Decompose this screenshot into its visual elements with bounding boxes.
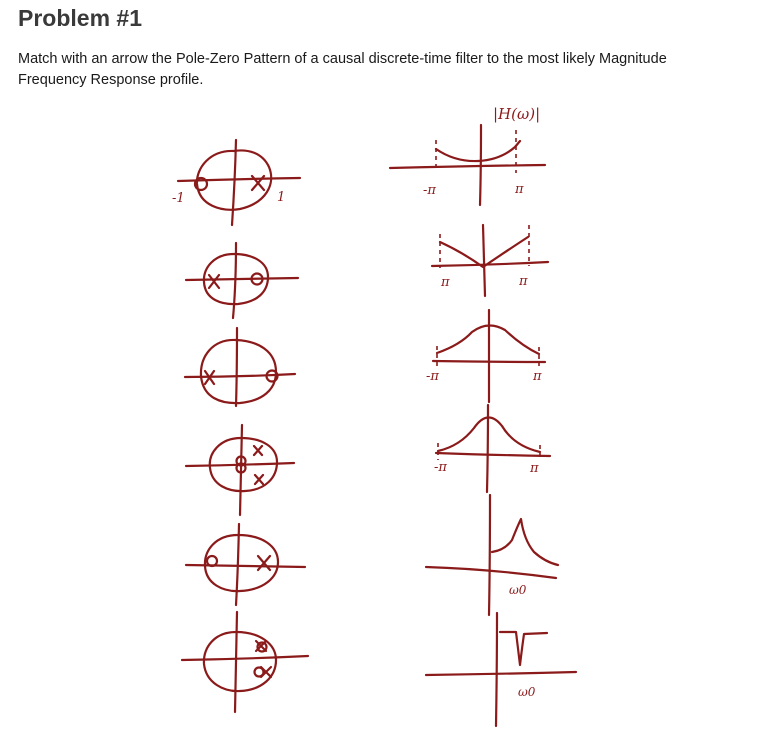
label-neg-one: -1 xyxy=(172,191,185,206)
label-omega-zero-2: ω0 xyxy=(518,685,536,699)
label-neg-pi: -π xyxy=(423,183,436,198)
magnitude-response-4 xyxy=(434,405,550,492)
label-neg-pi-2: -π xyxy=(426,369,439,384)
label-pi-3: π xyxy=(519,274,528,289)
problem-title: Problem #1 xyxy=(18,5,142,31)
label-pi-5: π xyxy=(530,461,539,476)
pole-zero-plot-1 xyxy=(172,140,300,225)
label-one: 1 xyxy=(277,190,286,205)
pole-zero-plot-5 xyxy=(186,524,305,605)
label-pi: π xyxy=(515,182,524,197)
label-pi-4: π xyxy=(533,369,542,384)
pole-zero-plot-2 xyxy=(186,243,298,318)
pole-zero-plot-6 xyxy=(182,612,308,712)
magnitude-response-1 xyxy=(390,125,545,205)
pole-zero-plot-4 xyxy=(186,425,294,515)
label-neg-pi-3: -π xyxy=(434,460,447,475)
magnitude-response-5 xyxy=(426,495,558,615)
magnitude-response-2 xyxy=(432,225,548,296)
mag-label: |H(ω)| xyxy=(493,105,541,123)
magnitude-response-3 xyxy=(426,310,545,402)
pole-zero-plot-3 xyxy=(185,328,295,406)
label-omega-zero: ω0 xyxy=(509,583,527,597)
label-pi-2: π xyxy=(441,275,450,290)
problem-prompt: Match with an arrow the Pole-Zero Pattern of a causal discrete-time filter to the most likely Magnitude Frequency Response profile. xyxy=(18,51,667,88)
magnitude-response-6 xyxy=(426,613,576,726)
